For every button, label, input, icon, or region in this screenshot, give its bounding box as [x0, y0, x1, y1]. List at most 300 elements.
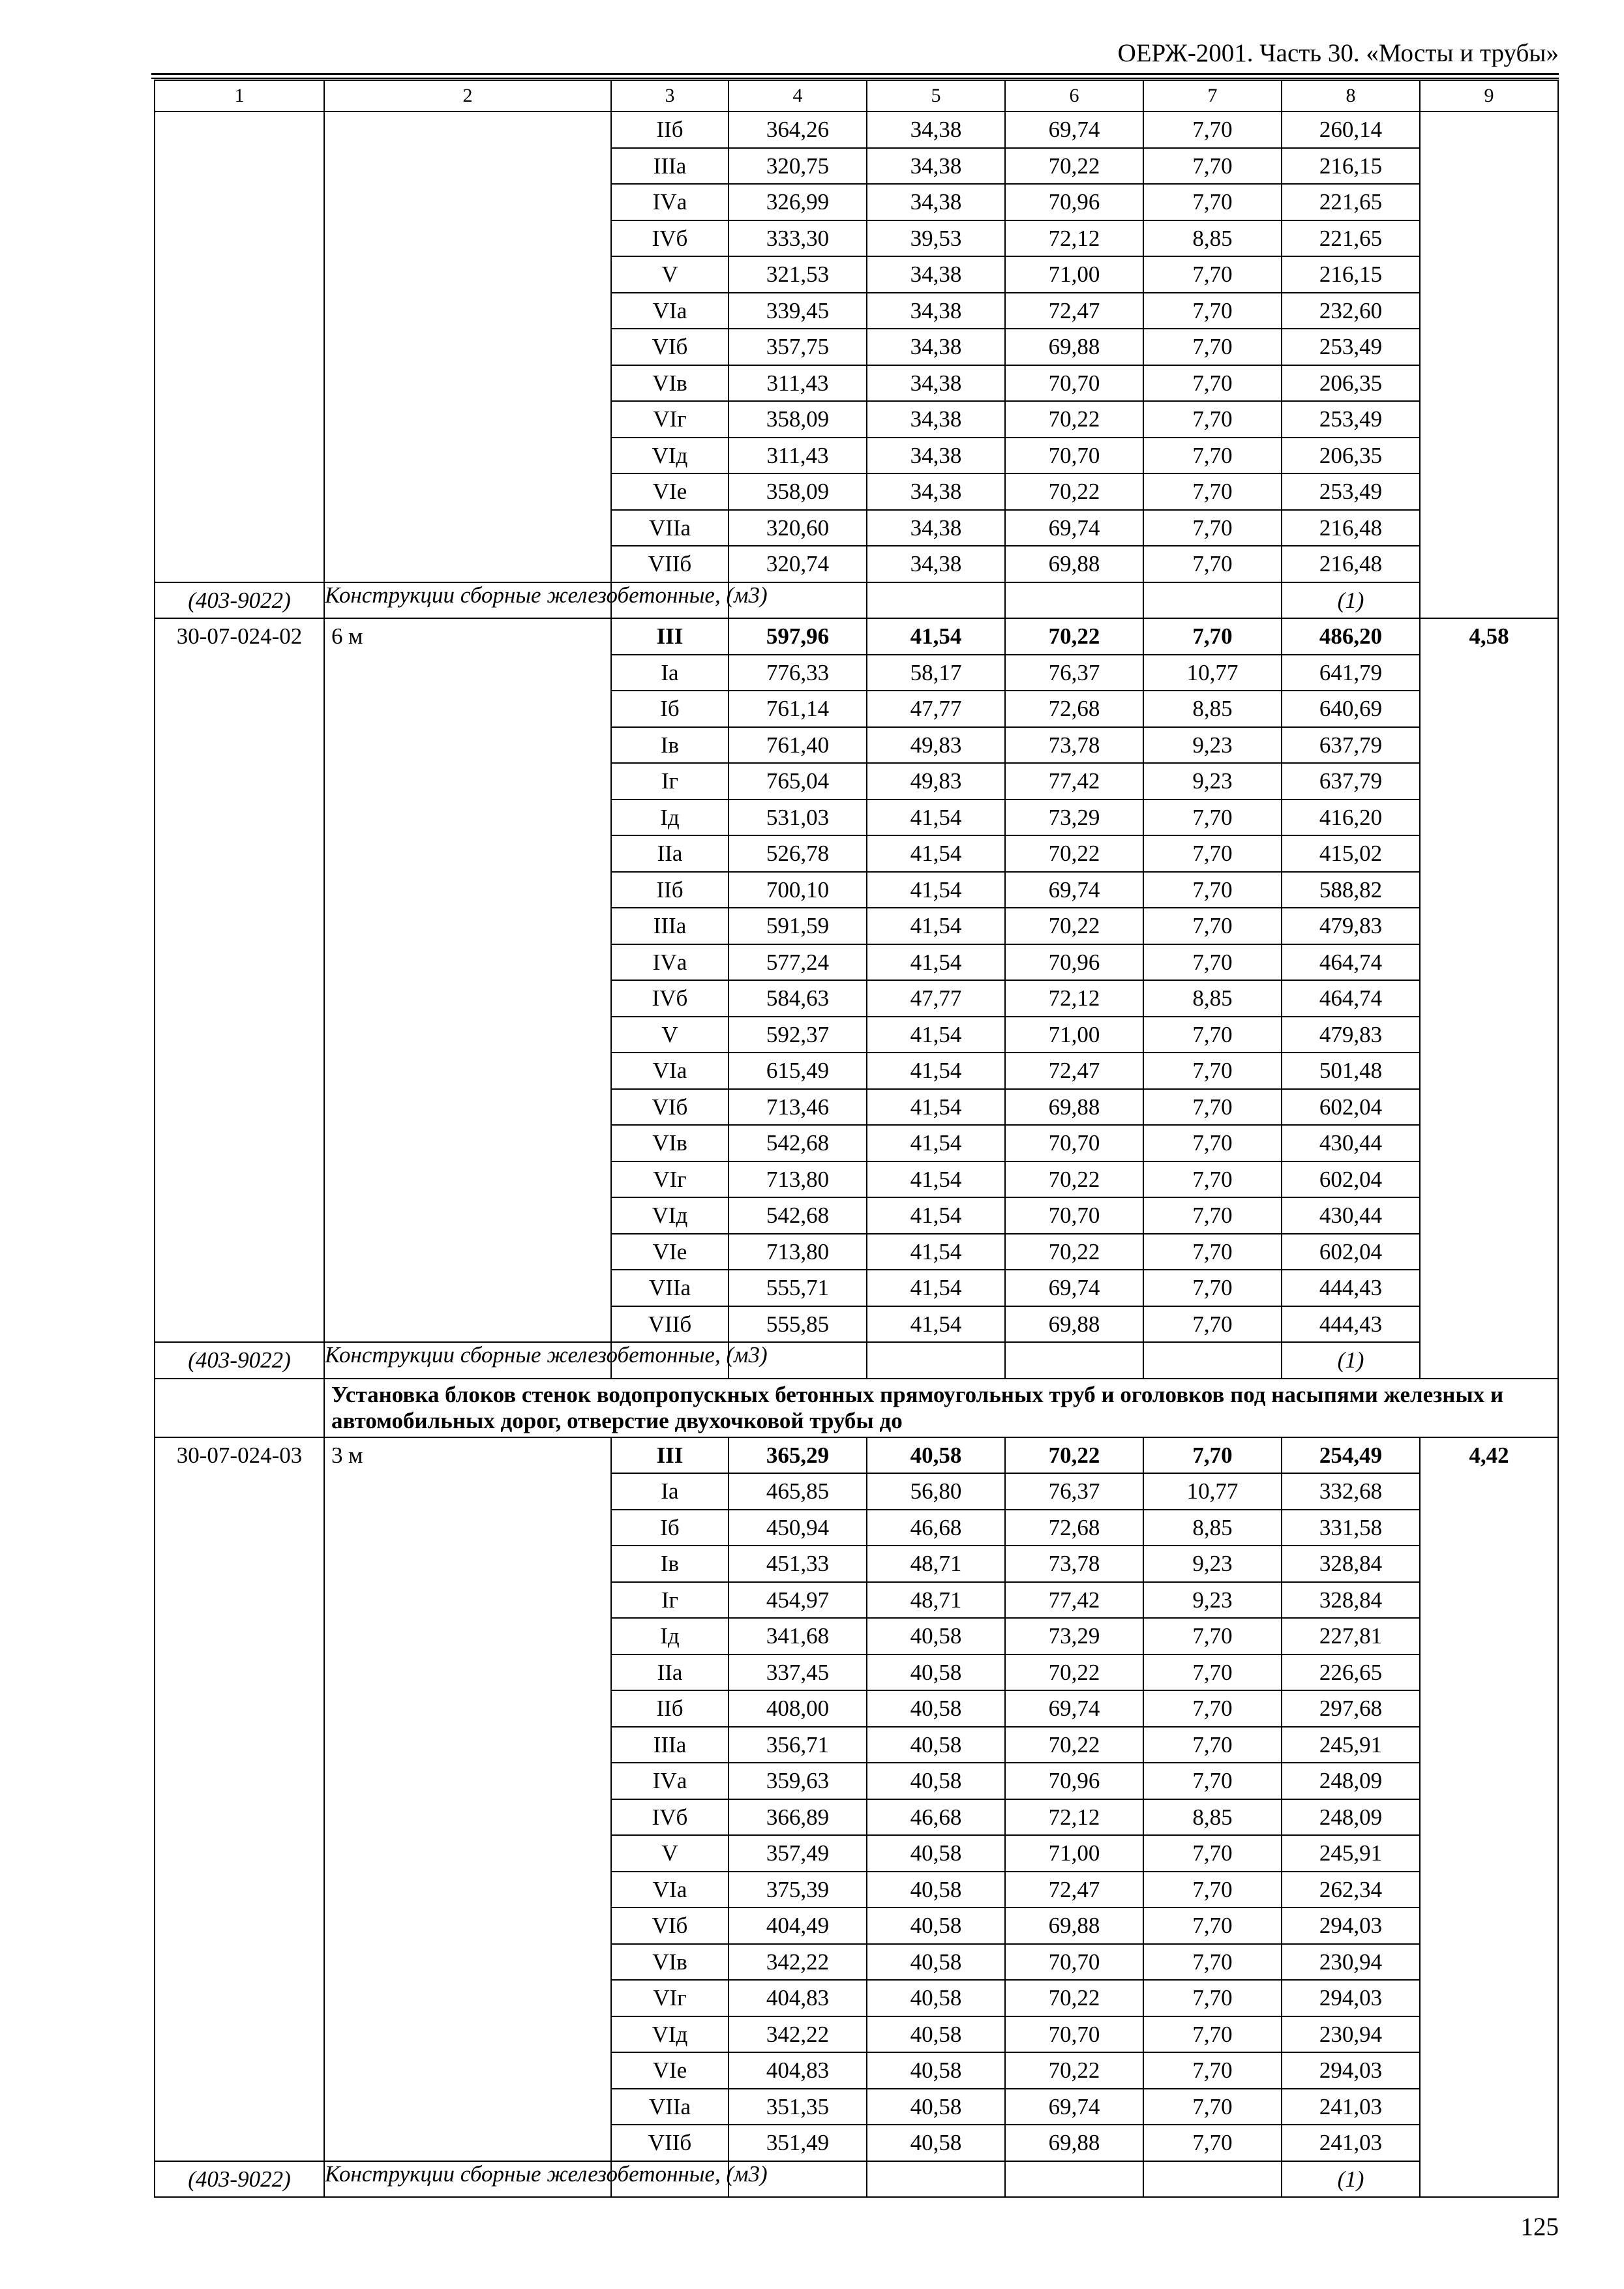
table-cell: [867, 2161, 1005, 2198]
value-cell: 40,58: [867, 1980, 1005, 2016]
value-cell: 56,80: [867, 1473, 1005, 1510]
value-cell: 8,85: [1143, 691, 1282, 727]
value-cell: 444,43: [1282, 1270, 1420, 1306]
value-cell: 41,54: [867, 835, 1005, 872]
value-cell: 776,33: [729, 655, 867, 691]
zone-cell: IVб: [611, 220, 729, 257]
value-cell: 7,70: [1143, 2089, 1282, 2125]
value-cell: 7,70: [1143, 908, 1282, 944]
value-cell: 7,70: [1143, 1654, 1282, 1691]
value-cell: 7,70: [1143, 1690, 1282, 1727]
value-cell: 297,68: [1282, 1690, 1420, 1727]
material-name: Конструкции сборные железобетонные, (м3): [324, 1342, 611, 1379]
zone-cell: VIб: [611, 329, 729, 365]
value-cell: 41,54: [867, 1234, 1005, 1270]
zone-cell: IIб: [611, 112, 729, 148]
value-cell: 70,70: [1005, 2016, 1143, 2053]
header-rule-thin: [151, 78, 1559, 79]
value-cell: 69,74: [1005, 872, 1143, 908]
value-cell: 7,70: [1143, 2052, 1282, 2089]
zone-cell: VIе: [611, 2052, 729, 2089]
value-cell: 555,71: [729, 1270, 867, 1306]
value-cell: 41,54: [867, 1125, 1005, 1161]
value-cell: 320,60: [729, 510, 867, 546]
zone-cell: IIб: [611, 1690, 729, 1727]
value-cell: 328,84: [1282, 1582, 1420, 1619]
zone-cell: III: [611, 1437, 729, 1474]
value-cell: 7,70: [1143, 1270, 1282, 1306]
value-cell: 328,84: [1282, 1546, 1420, 1582]
value-cell: 76,37: [1005, 1473, 1143, 1510]
table-cell: [1143, 1342, 1282, 1379]
value-cell: 7,70: [1143, 184, 1282, 220]
value-cell: 7,70: [1143, 944, 1282, 981]
value-cell: 70,22: [1005, 1727, 1143, 1763]
value-cell: 73,29: [1005, 1618, 1143, 1654]
value-cell: 331,58: [1282, 1510, 1420, 1546]
zone-cell: Iа: [611, 655, 729, 691]
value-cell: 70,70: [1005, 1944, 1143, 1981]
value-cell: 342,22: [729, 2016, 867, 2053]
value-cell: 7,70: [1143, 401, 1282, 438]
value-cell: 73,78: [1005, 727, 1143, 764]
value-cell: 416,20: [1282, 800, 1420, 836]
value-cell: 245,91: [1282, 1727, 1420, 1763]
value-cell: 41,54: [867, 1270, 1005, 1306]
value-cell: 227,81: [1282, 1618, 1420, 1654]
value-cell: 41,54: [867, 908, 1005, 944]
value-cell: 588,82: [1282, 872, 1420, 908]
table-row: [155, 1437, 1558, 1474]
value-cell: 241,03: [1282, 2089, 1420, 2125]
value-cell: 40,58: [867, 1908, 1005, 1944]
zone-cell: Iг: [611, 763, 729, 800]
value-cell: 486,20: [1282, 618, 1420, 655]
value-cell: 40,58: [867, 1944, 1005, 1981]
zone-cell: VIIа: [611, 1270, 729, 1306]
value-cell: 8,85: [1143, 980, 1282, 1017]
zone-cell: V: [611, 1017, 729, 1053]
value-cell: 7,70: [1143, 1835, 1282, 1872]
value-cell: 7,70: [1143, 1763, 1282, 1799]
value-cell: 254,49: [1282, 1437, 1420, 1474]
value-cell: 592,37: [729, 1017, 867, 1053]
value-cell: 637,79: [1282, 727, 1420, 764]
value-cell: 47,77: [867, 691, 1005, 727]
value-cell: 408,00: [729, 1690, 867, 1727]
value-cell: 41,54: [867, 1053, 1005, 1089]
table-cell: [1005, 1342, 1143, 1379]
value-cell: 34,38: [867, 148, 1005, 185]
value-cell: 637,79: [1282, 763, 1420, 800]
value-cell: 7,70: [1143, 1437, 1282, 1474]
zone-cell: Iб: [611, 691, 729, 727]
value-cell: 9,23: [1143, 763, 1282, 800]
value-cell: 7,70: [1143, 835, 1282, 872]
zone-cell: Iа: [611, 1473, 729, 1510]
value-cell: 464,74: [1282, 944, 1420, 981]
column-header: 2: [324, 80, 611, 112]
value-cell: 41,54: [867, 1161, 1005, 1198]
value-cell: 542,68: [729, 1125, 867, 1161]
value-cell: 69,74: [1005, 1690, 1143, 1727]
rates-table: [154, 80, 1559, 2198]
value-cell: 450,94: [729, 1510, 867, 1546]
value-cell: 70,70: [1005, 365, 1143, 402]
zone-cell: VIд: [611, 2016, 729, 2053]
zone-cell: VIIа: [611, 2089, 729, 2125]
zone-cell: Iв: [611, 1546, 729, 1582]
value-cell: 221,65: [1282, 184, 1420, 220]
value-cell: 7,70: [1143, 618, 1282, 655]
value-cell: 40,58: [867, 2089, 1005, 2125]
zone-cell: VIIа: [611, 510, 729, 546]
zone-cell: VIIб: [611, 546, 729, 582]
value-cell: 501,48: [1282, 1053, 1420, 1089]
value-cell: 7,70: [1143, 148, 1282, 185]
value-cell: 72,12: [1005, 980, 1143, 1017]
zone-cell: IIIа: [611, 1727, 729, 1763]
value-cell: 454,97: [729, 1582, 867, 1619]
rate-code: 30-07-024-02: [155, 618, 324, 1342]
value-cell: 69,74: [1005, 112, 1143, 148]
value-cell: 70,22: [1005, 2052, 1143, 2089]
value-cell: 69,88: [1005, 1908, 1143, 1944]
zone-cell: VIв: [611, 1125, 729, 1161]
table-cell: [155, 1379, 324, 1437]
value-cell: 72,47: [1005, 1053, 1143, 1089]
value-cell: 260,14: [1282, 112, 1420, 148]
value-cell: 69,88: [1005, 546, 1143, 582]
value-cell: 76,37: [1005, 655, 1143, 691]
value-cell: 7,70: [1143, 510, 1282, 546]
value-cell: 69,74: [1005, 2089, 1143, 2125]
header-rule: [151, 73, 1559, 75]
zone-cell: V: [611, 1835, 729, 1872]
material-qty: (1): [1282, 1342, 1420, 1379]
zone-cell: VIд: [611, 1197, 729, 1234]
table-row: [155, 112, 1558, 148]
value-cell: 262,34: [1282, 1872, 1420, 1908]
value-cell: 34,38: [867, 293, 1005, 329]
value-cell: 70,22: [1005, 473, 1143, 510]
value-cell: 72,68: [1005, 1510, 1143, 1546]
value-cell: 365,29: [729, 1437, 867, 1474]
value-cell: 7,70: [1143, 1618, 1282, 1654]
value-cell: 615,49: [729, 1053, 867, 1089]
zone-cell: Iв: [611, 727, 729, 764]
value-cell: 311,43: [729, 365, 867, 402]
value-cell: 602,04: [1282, 1234, 1420, 1270]
zone-cell: IIIа: [611, 148, 729, 185]
value-cell: 232,60: [1282, 293, 1420, 329]
zone-cell: IVб: [611, 980, 729, 1017]
value-cell: 8,85: [1143, 1799, 1282, 1836]
value-cell: 7,70: [1143, 293, 1282, 329]
value-cell: 71,00: [1005, 1835, 1143, 1872]
table-row: [155, 618, 1558, 655]
zone-cell: VIа: [611, 1053, 729, 1089]
value-cell: 640,69: [1282, 691, 1420, 727]
value-cell: 72,12: [1005, 1799, 1143, 1836]
value-cell: 77,42: [1005, 1582, 1143, 1619]
value-cell: 430,44: [1282, 1197, 1420, 1234]
material-name: Конструкции сборные железобетонные, (м3): [324, 2161, 611, 2198]
value-cell: 70,22: [1005, 1654, 1143, 1691]
zone-cell: V: [611, 256, 729, 293]
value-cell: 41,54: [867, 872, 1005, 908]
column-header: 5: [867, 80, 1005, 112]
value-cell: 713,80: [729, 1161, 867, 1198]
value-cell: 602,04: [1282, 1161, 1420, 1198]
value-cell: 34,38: [867, 365, 1005, 402]
value-cell: 7,70: [1143, 1944, 1282, 1981]
value-cell: 597,96: [729, 618, 867, 655]
value-cell: 7,70: [1143, 1908, 1282, 1944]
value-cell: 245,91: [1282, 1835, 1420, 1872]
value-cell: 40,58: [867, 2125, 1005, 2161]
zone-cell: VIг: [611, 1161, 729, 1198]
value-cell: 34,38: [867, 510, 1005, 546]
value-cell: 40,58: [867, 1763, 1005, 1799]
column-header: 3: [611, 80, 729, 112]
value-cell: 326,99: [729, 184, 867, 220]
rate-name: 6 м: [324, 618, 611, 1342]
value-cell: 9,23: [1143, 727, 1282, 764]
column-header: 6: [1005, 80, 1143, 112]
column-header: 1: [155, 80, 324, 112]
value-cell: 713,80: [729, 1234, 867, 1270]
material-name: Конструкции сборные железобетонные, (м3): [324, 582, 611, 619]
value-cell: 294,03: [1282, 2052, 1420, 2089]
page-header: ОЕРЖ-2001. Часть 30. «Мосты и трубы»: [1117, 39, 1559, 67]
material-qty: (1): [1282, 582, 1420, 619]
value-cell: 526,78: [729, 835, 867, 872]
value-cell: 294,03: [1282, 1908, 1420, 1944]
value-cell: 48,71: [867, 1546, 1005, 1582]
value-cell: 7,70: [1143, 1234, 1282, 1270]
value-cell: 221,65: [1282, 220, 1420, 257]
value-cell: 70,22: [1005, 618, 1143, 655]
value-cell: 341,68: [729, 1618, 867, 1654]
zone-cell: IIIа: [611, 908, 729, 944]
value-cell: 70,22: [1005, 835, 1143, 872]
value-cell: 542,68: [729, 1197, 867, 1234]
value-cell: 479,83: [1282, 908, 1420, 944]
value-cell: 761,14: [729, 691, 867, 727]
value-cell: 69,88: [1005, 329, 1143, 365]
value-cell: 404,83: [729, 1980, 867, 2016]
zone-cell: IVа: [611, 1763, 729, 1799]
value-cell: 7,70: [1143, 800, 1282, 836]
value-cell: 333,30: [729, 220, 867, 257]
zone-cell: VIд: [611, 438, 729, 474]
material-ref: (403-9022): [155, 582, 324, 619]
value-cell: 451,33: [729, 1546, 867, 1582]
value-cell: 49,83: [867, 727, 1005, 764]
value-cell: 70,22: [1005, 1161, 1143, 1198]
value-cell: 58,17: [867, 655, 1005, 691]
value-cell: 72,68: [1005, 691, 1143, 727]
value-cell: 7,70: [1143, 1980, 1282, 2016]
column-header: 9: [1420, 80, 1558, 112]
value-cell: 358,09: [729, 473, 867, 510]
value-cell: 216,48: [1282, 510, 1420, 546]
value-cell: 7,70: [1143, 1161, 1282, 1198]
value-cell: 7,70: [1143, 1017, 1282, 1053]
value-cell: 320,74: [729, 546, 867, 582]
value-cell: 10,77: [1143, 655, 1282, 691]
zone-cell: VIа: [611, 1872, 729, 1908]
value-cell: 46,68: [867, 1510, 1005, 1546]
value-cell: 34,38: [867, 112, 1005, 148]
value-cell: 34,38: [867, 438, 1005, 474]
value-cell: 41,54: [867, 1197, 1005, 1234]
value-cell: 40,58: [867, 1835, 1005, 1872]
value-cell: 70,22: [1005, 908, 1143, 944]
value-cell: 444,43: [1282, 1306, 1420, 1343]
value-cell: 69,88: [1005, 1089, 1143, 1126]
value-cell: 339,45: [729, 293, 867, 329]
zone-cell: VIв: [611, 365, 729, 402]
value-cell: 70,70: [1005, 1125, 1143, 1161]
value-cell: 464,74: [1282, 980, 1420, 1017]
value-cell: 7,70: [1143, 473, 1282, 510]
value-cell: 602,04: [1282, 1089, 1420, 1126]
value-cell: 253,49: [1282, 473, 1420, 510]
value-cell: 356,71: [729, 1727, 867, 1763]
zone-cell: IIа: [611, 835, 729, 872]
value-cell: 7,70: [1143, 2016, 1282, 2053]
value-cell: 40,58: [867, 1654, 1005, 1691]
value-cell: 216,15: [1282, 148, 1420, 185]
value-cell: 72,12: [1005, 220, 1143, 257]
value-cell: 73,29: [1005, 800, 1143, 836]
value-cell: 248,09: [1282, 1763, 1420, 1799]
value-cell: 351,35: [729, 2089, 867, 2125]
value-cell: 253,49: [1282, 401, 1420, 438]
value-cell: 531,03: [729, 800, 867, 836]
value-cell: 41,54: [867, 1089, 1005, 1126]
value-cell: 351,49: [729, 2125, 867, 2161]
value-cell: 337,45: [729, 1654, 867, 1691]
value-cell: 40,58: [867, 1618, 1005, 1654]
value-cell: 70,70: [1005, 438, 1143, 474]
value-cell: 40,58: [867, 2016, 1005, 2053]
value-cell: 591,59: [729, 908, 867, 944]
value-cell: 34,38: [867, 329, 1005, 365]
zone-cell: Iд: [611, 1618, 729, 1654]
value-cell: 40,58: [867, 2052, 1005, 2089]
value-cell: 69,74: [1005, 1270, 1143, 1306]
value-cell: 404,83: [729, 2052, 867, 2089]
value-cell: 7,70: [1143, 329, 1282, 365]
value-cell: 479,83: [1282, 1017, 1420, 1053]
rate-code: [155, 112, 324, 582]
material-qty: (1): [1282, 2161, 1420, 2198]
value-cell: 34,38: [867, 256, 1005, 293]
value-cell: 7,70: [1143, 112, 1282, 148]
value-cell: 70,70: [1005, 1197, 1143, 1234]
value-cell: 320,75: [729, 148, 867, 185]
value-cell: 8,85: [1143, 220, 1282, 257]
value-cell: 41,54: [867, 944, 1005, 981]
section-title-row: [155, 1379, 1558, 1437]
rate-name: 3 м: [324, 1437, 611, 2161]
value-cell: 71,00: [1005, 1017, 1143, 1053]
table-cell: [1143, 582, 1282, 619]
page-number: 125: [1520, 2213, 1559, 2241]
value-cell: 70,96: [1005, 1763, 1143, 1799]
value-cell: 9,23: [1143, 1546, 1282, 1582]
section-title: Установка блоков стенок водопропускных бетонных прямоугольных труб и оголовков под насыпями железных и автомобильных дорог, отверстие двухочковой трубы до: [324, 1379, 1558, 1437]
value-cell: 70,22: [1005, 1234, 1143, 1270]
table-cell: [1005, 2161, 1143, 2198]
zone-cell: IVа: [611, 184, 729, 220]
column-header-row: [155, 80, 1558, 112]
table-cell: [867, 1342, 1005, 1379]
table-cell: [867, 582, 1005, 619]
value-cell: 40,58: [867, 1872, 1005, 1908]
value-cell: 358,09: [729, 401, 867, 438]
value-cell: 765,04: [729, 763, 867, 800]
zone-cell: VIе: [611, 1234, 729, 1270]
total-cell: 4,42: [1420, 1437, 1558, 2198]
total-cell: 4,58: [1420, 618, 1558, 1379]
value-cell: 70,22: [1005, 1980, 1143, 2016]
zone-cell: VIе: [611, 473, 729, 510]
zone-cell: Iг: [611, 1582, 729, 1619]
value-cell: 366,89: [729, 1799, 867, 1836]
value-cell: 465,85: [729, 1473, 867, 1510]
value-cell: 41,54: [867, 1306, 1005, 1343]
zone-cell: VIг: [611, 1980, 729, 2016]
value-cell: 69,88: [1005, 2125, 1143, 2161]
value-cell: 415,02: [1282, 835, 1420, 872]
material-row: [155, 582, 1558, 619]
value-cell: 41,54: [867, 618, 1005, 655]
value-cell: 357,75: [729, 329, 867, 365]
value-cell: 47,77: [867, 980, 1005, 1017]
value-cell: 430,44: [1282, 1125, 1420, 1161]
value-cell: 404,49: [729, 1908, 867, 1944]
value-cell: 40,58: [867, 1437, 1005, 1474]
value-cell: 49,83: [867, 763, 1005, 800]
value-cell: 713,46: [729, 1089, 867, 1126]
zone-cell: IIб: [611, 872, 729, 908]
value-cell: 216,48: [1282, 546, 1420, 582]
zone-cell: Iб: [611, 1510, 729, 1546]
value-cell: 46,68: [867, 1799, 1005, 1836]
rate-name: [324, 112, 611, 582]
value-cell: 7,70: [1143, 365, 1282, 402]
value-cell: 230,94: [1282, 2016, 1420, 2053]
value-cell: 39,53: [867, 220, 1005, 257]
material-row: [155, 2161, 1558, 2198]
value-cell: 375,39: [729, 1872, 867, 1908]
value-cell: 700,10: [729, 872, 867, 908]
value-cell: 241,03: [1282, 2125, 1420, 2161]
value-cell: 332,68: [1282, 1473, 1420, 1510]
value-cell: 206,35: [1282, 438, 1420, 474]
table-cell: [1143, 2161, 1282, 2198]
value-cell: 70,96: [1005, 184, 1143, 220]
value-cell: 7,70: [1143, 1872, 1282, 1908]
value-cell: 226,65: [1282, 1654, 1420, 1691]
column-header: 8: [1282, 80, 1420, 112]
value-cell: 34,38: [867, 401, 1005, 438]
value-cell: 7,70: [1143, 1727, 1282, 1763]
